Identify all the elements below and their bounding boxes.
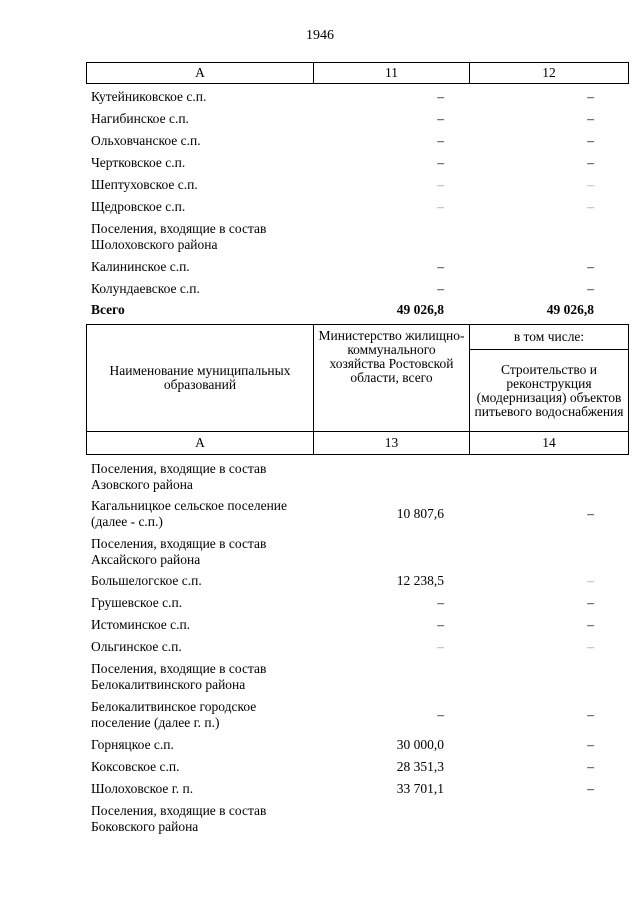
col-name-header: Наименование муниципальных образований <box>87 325 314 432</box>
row-value-11: – <box>437 281 444 296</box>
row-name: Коксовское с.п. <box>91 759 180 774</box>
row-value-12: – <box>587 177 594 192</box>
row-value-12: – <box>587 281 594 296</box>
row-value-14: – <box>587 617 594 632</box>
row-value-13: 30 000,0 <box>396 737 444 752</box>
row-name: Ольховчанское с.п. <box>91 133 201 148</box>
table2-header <box>86 324 629 455</box>
row-name: Нагибинское с.п. <box>91 111 189 126</box>
row-value-14: – <box>587 781 594 796</box>
col-13-header: Министерство жилищно-коммунального хозяйства Ростовской области, всего <box>314 325 470 432</box>
row-value-11: – <box>437 199 444 214</box>
row-name: Щедровское с.п. <box>91 199 186 214</box>
row-name: Калининское с.п. <box>91 259 190 274</box>
row-value-12: – <box>587 111 594 126</box>
row-name: Поселения, входящие в состав Белокалитвинского района <box>91 661 267 692</box>
row-value-14: – <box>587 573 594 588</box>
row-value-11: – <box>437 177 444 192</box>
row-value-13: 28 351,3 <box>396 759 444 774</box>
row-name: Поселения, входящие в состав Аксайского района <box>91 536 267 567</box>
row-value-13: 10 807,6 <box>396 506 444 521</box>
row-value-14: – <box>587 759 594 774</box>
row-value-14: – <box>587 707 594 722</box>
table1-col-11: 11 <box>314 63 470 84</box>
row-value-14: – <box>587 737 594 752</box>
row-value-13: 33 701,1 <box>396 781 444 796</box>
row-name: Колундаевское с.п. <box>91 281 200 296</box>
row-value-13: – <box>437 617 444 632</box>
total-label: Всего <box>91 302 125 317</box>
row-value-12: – <box>587 199 594 214</box>
row-name: Поселения, входящие в состав Азовского района <box>91 461 267 492</box>
row-value-12: – <box>587 155 594 170</box>
row-name: Кутейниковское с.п. <box>91 89 207 104</box>
row-name: Большелогское с.п. <box>91 573 202 588</box>
row-value-11: – <box>437 89 444 104</box>
row-name: Шептуховское с.п. <box>91 177 198 192</box>
row-value-12: – <box>587 89 594 104</box>
row-name: Кагальницкое сельское поселение (далее - с.п.) <box>91 498 288 529</box>
page-number: 1946 <box>306 28 334 43</box>
table1-header <box>86 62 629 84</box>
row-name: Горняцкое с.п. <box>91 737 174 752</box>
row-value-13: 12 238,5 <box>396 573 444 588</box>
row-value-14: – <box>587 506 594 521</box>
total-value-11: 49 026,8 <box>396 302 444 317</box>
row-name: Грушевское с.п. <box>91 595 183 610</box>
row-value-11: – <box>437 133 444 148</box>
table2-col-a: А <box>87 432 314 455</box>
row-name: Чертковское с.п. <box>91 155 186 170</box>
row-name: Шолоховское г. п. <box>91 781 194 796</box>
row-name: Истоминское с.п. <box>91 617 191 632</box>
table2-col-14: 14 <box>470 432 629 455</box>
col-14-header: Строительство и реконструкция (модернизация) объектов питьевого водоснабжения <box>470 350 629 432</box>
row-value-11: – <box>437 259 444 274</box>
row-name: Белокалитвинское городское поселение (далее г. п.) <box>91 699 257 730</box>
table2-col-13: 13 <box>314 432 470 455</box>
row-value-12: – <box>587 259 594 274</box>
row-name: Поселения, входящие в состав Шолоховского района <box>91 221 267 252</box>
row-value-11: – <box>437 111 444 126</box>
row-value-13: – <box>437 707 444 722</box>
row-value-11: – <box>437 155 444 170</box>
row-value-13: – <box>437 639 444 654</box>
table1-col-12: 12 <box>470 63 629 84</box>
row-value-13: – <box>437 595 444 610</box>
including-header: в том числе: <box>470 325 629 350</box>
row-value-14: – <box>587 639 594 654</box>
row-name: Ольгинское с.п. <box>91 639 182 654</box>
total-value-12: 49 026,8 <box>546 302 594 317</box>
row-value-14: – <box>587 595 594 610</box>
row-value-12: – <box>587 133 594 148</box>
row-name: Поселения, входящие в состав Боковского района <box>91 803 267 834</box>
table1-col-a: А <box>87 63 314 84</box>
